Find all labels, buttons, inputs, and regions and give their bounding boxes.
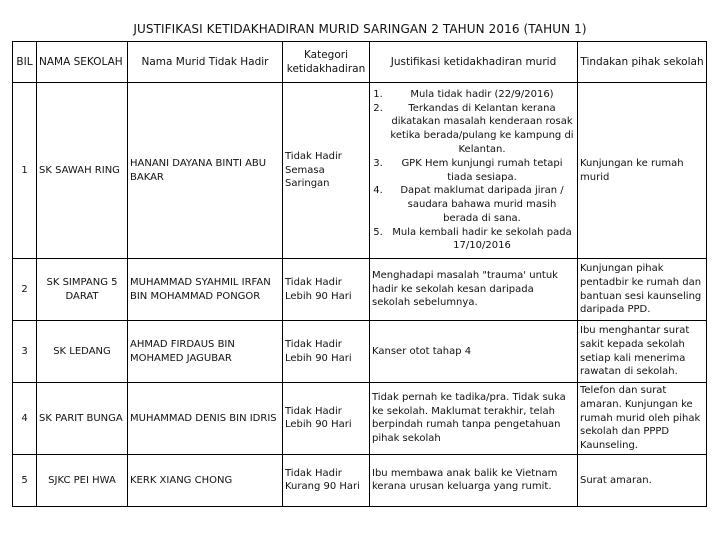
cell-sekolah: SK SAWAH RING [37, 83, 128, 259]
cell-murid: AHMAD FIRDAUS BIN MOHAMED JAGUBAR [128, 321, 283, 383]
cell-murid: KERK XIANG CHONG [128, 454, 283, 506]
document-title: JUSTIFIKASI KETIDAKHADIRAN MURID SARINGAN 2 TAHUN 2016 (TAHUN 1) [133, 22, 587, 36]
cell-tindakan: Surat amaran. [578, 454, 707, 506]
cell-bil: 4 [13, 383, 37, 455]
cell-murid: MUHAMMAD SYAHMIL IRFAN BIN MOHAMMAD PONGOR [128, 259, 283, 321]
header-kategori: Kategori ketidakhadiran [283, 42, 370, 83]
list-item: 1. Mula tidak hadir (22/9/2016) [386, 88, 575, 102]
cell-tindakan: Ibu menghantar surat sakit kepada sekolah setiap kali menerima rawatan di sekolah. [578, 321, 707, 383]
cell-murid: MUHAMMAD DENIS BIN IDRIS [128, 383, 283, 455]
cell-bil: 1 [13, 83, 37, 259]
list-item: 4. Dapat maklumat daripada jiran / saudara bahawa murid masih berada di sana. [386, 184, 575, 225]
list-item: 3. GPK Hem kunjungi rumah tetapi tiada sesiapa. [386, 157, 575, 185]
header-tindakan: Tindakan pihak sekolah [578, 42, 707, 83]
header-sekolah: NAMA SEKOLAH [37, 42, 128, 83]
cell-bil: 3 [13, 321, 37, 383]
absence-table [12, 41, 707, 507]
table-row [13, 259, 707, 321]
table-header-row [13, 42, 707, 83]
cell-justifikasi: Menghadapi masalah "trauma' untuk hadir ke sekolah kesan daripada sekolah sebelumnya. [370, 259, 578, 321]
cell-justifikasi: Tidak pernah ke tadika/pra. Tidak suka ke sekolah. Maklumat terakhir, telah berpindah rumah tanpa pengetahuan pihak sekolah [370, 383, 578, 455]
cell-kategori: Tidak Hadir Kurang 90 Hari [283, 454, 370, 506]
cell-tindakan: Kunjungan pihak pentadbir ke rumah dan bantuan sesi kaunseling daripada PPD. [578, 259, 707, 321]
header-murid: Nama Murid Tidak Hadir [128, 42, 283, 83]
header-bil: BIL [13, 42, 37, 83]
justifikasi-list [372, 88, 575, 254]
cell-kategori: Tidak Hadir Lebih 90 Hari [283, 259, 370, 321]
cell-bil: 2 [13, 259, 37, 321]
cell-sekolah: SK PARIT BUNGA [37, 383, 128, 455]
cell-justifikasi: Kanser otot tahap 4 [370, 321, 578, 383]
table-row [13, 454, 707, 506]
cell-bil: 5 [13, 454, 37, 506]
table-row [13, 321, 707, 383]
cell-tindakan: Kunjungan ke rumah murid [578, 83, 707, 259]
cell-kategori: Tidak Hadir Semasa Saringan [283, 83, 370, 259]
cell-kategori: Tidak Hadir Lebih 90 Hari [283, 383, 370, 455]
list-item: 2. Terkandas di Kelantan kerana dikatakan masalah kenderaan rosak ketika berada/pulang ke kampung di Kelantan. [386, 102, 575, 157]
cell-justifikasi: Ibu membawa anak balik ke Vietnam kerana urusan keluarga yang rumit. [370, 454, 578, 506]
cell-sekolah: SJKC PEI HWA [37, 454, 128, 506]
table-row [13, 383, 707, 455]
cell-tindakan: Telefon dan surat amaran. Kunjungan ke rumah murid oleh pihak sekolah dan PPPD Kaunseling. [578, 383, 707, 455]
header-justifikasi: Justifikasi ketidakhadiran murid [370, 42, 578, 83]
cell-justifikasi [370, 83, 578, 259]
table-row [13, 83, 707, 259]
cell-sekolah: SK LEDANG [37, 321, 128, 383]
cell-kategori: Tidak Hadir Lebih 90 Hari [283, 321, 370, 383]
list-item: 5. Mula kembali hadir ke sekolah pada 17/10/2016 [386, 226, 575, 254]
cell-murid: HANANI DAYANA BINTI ABU BAKAR [128, 83, 283, 259]
cell-sekolah: SK SIMPANG 5 DARAT [37, 259, 128, 321]
